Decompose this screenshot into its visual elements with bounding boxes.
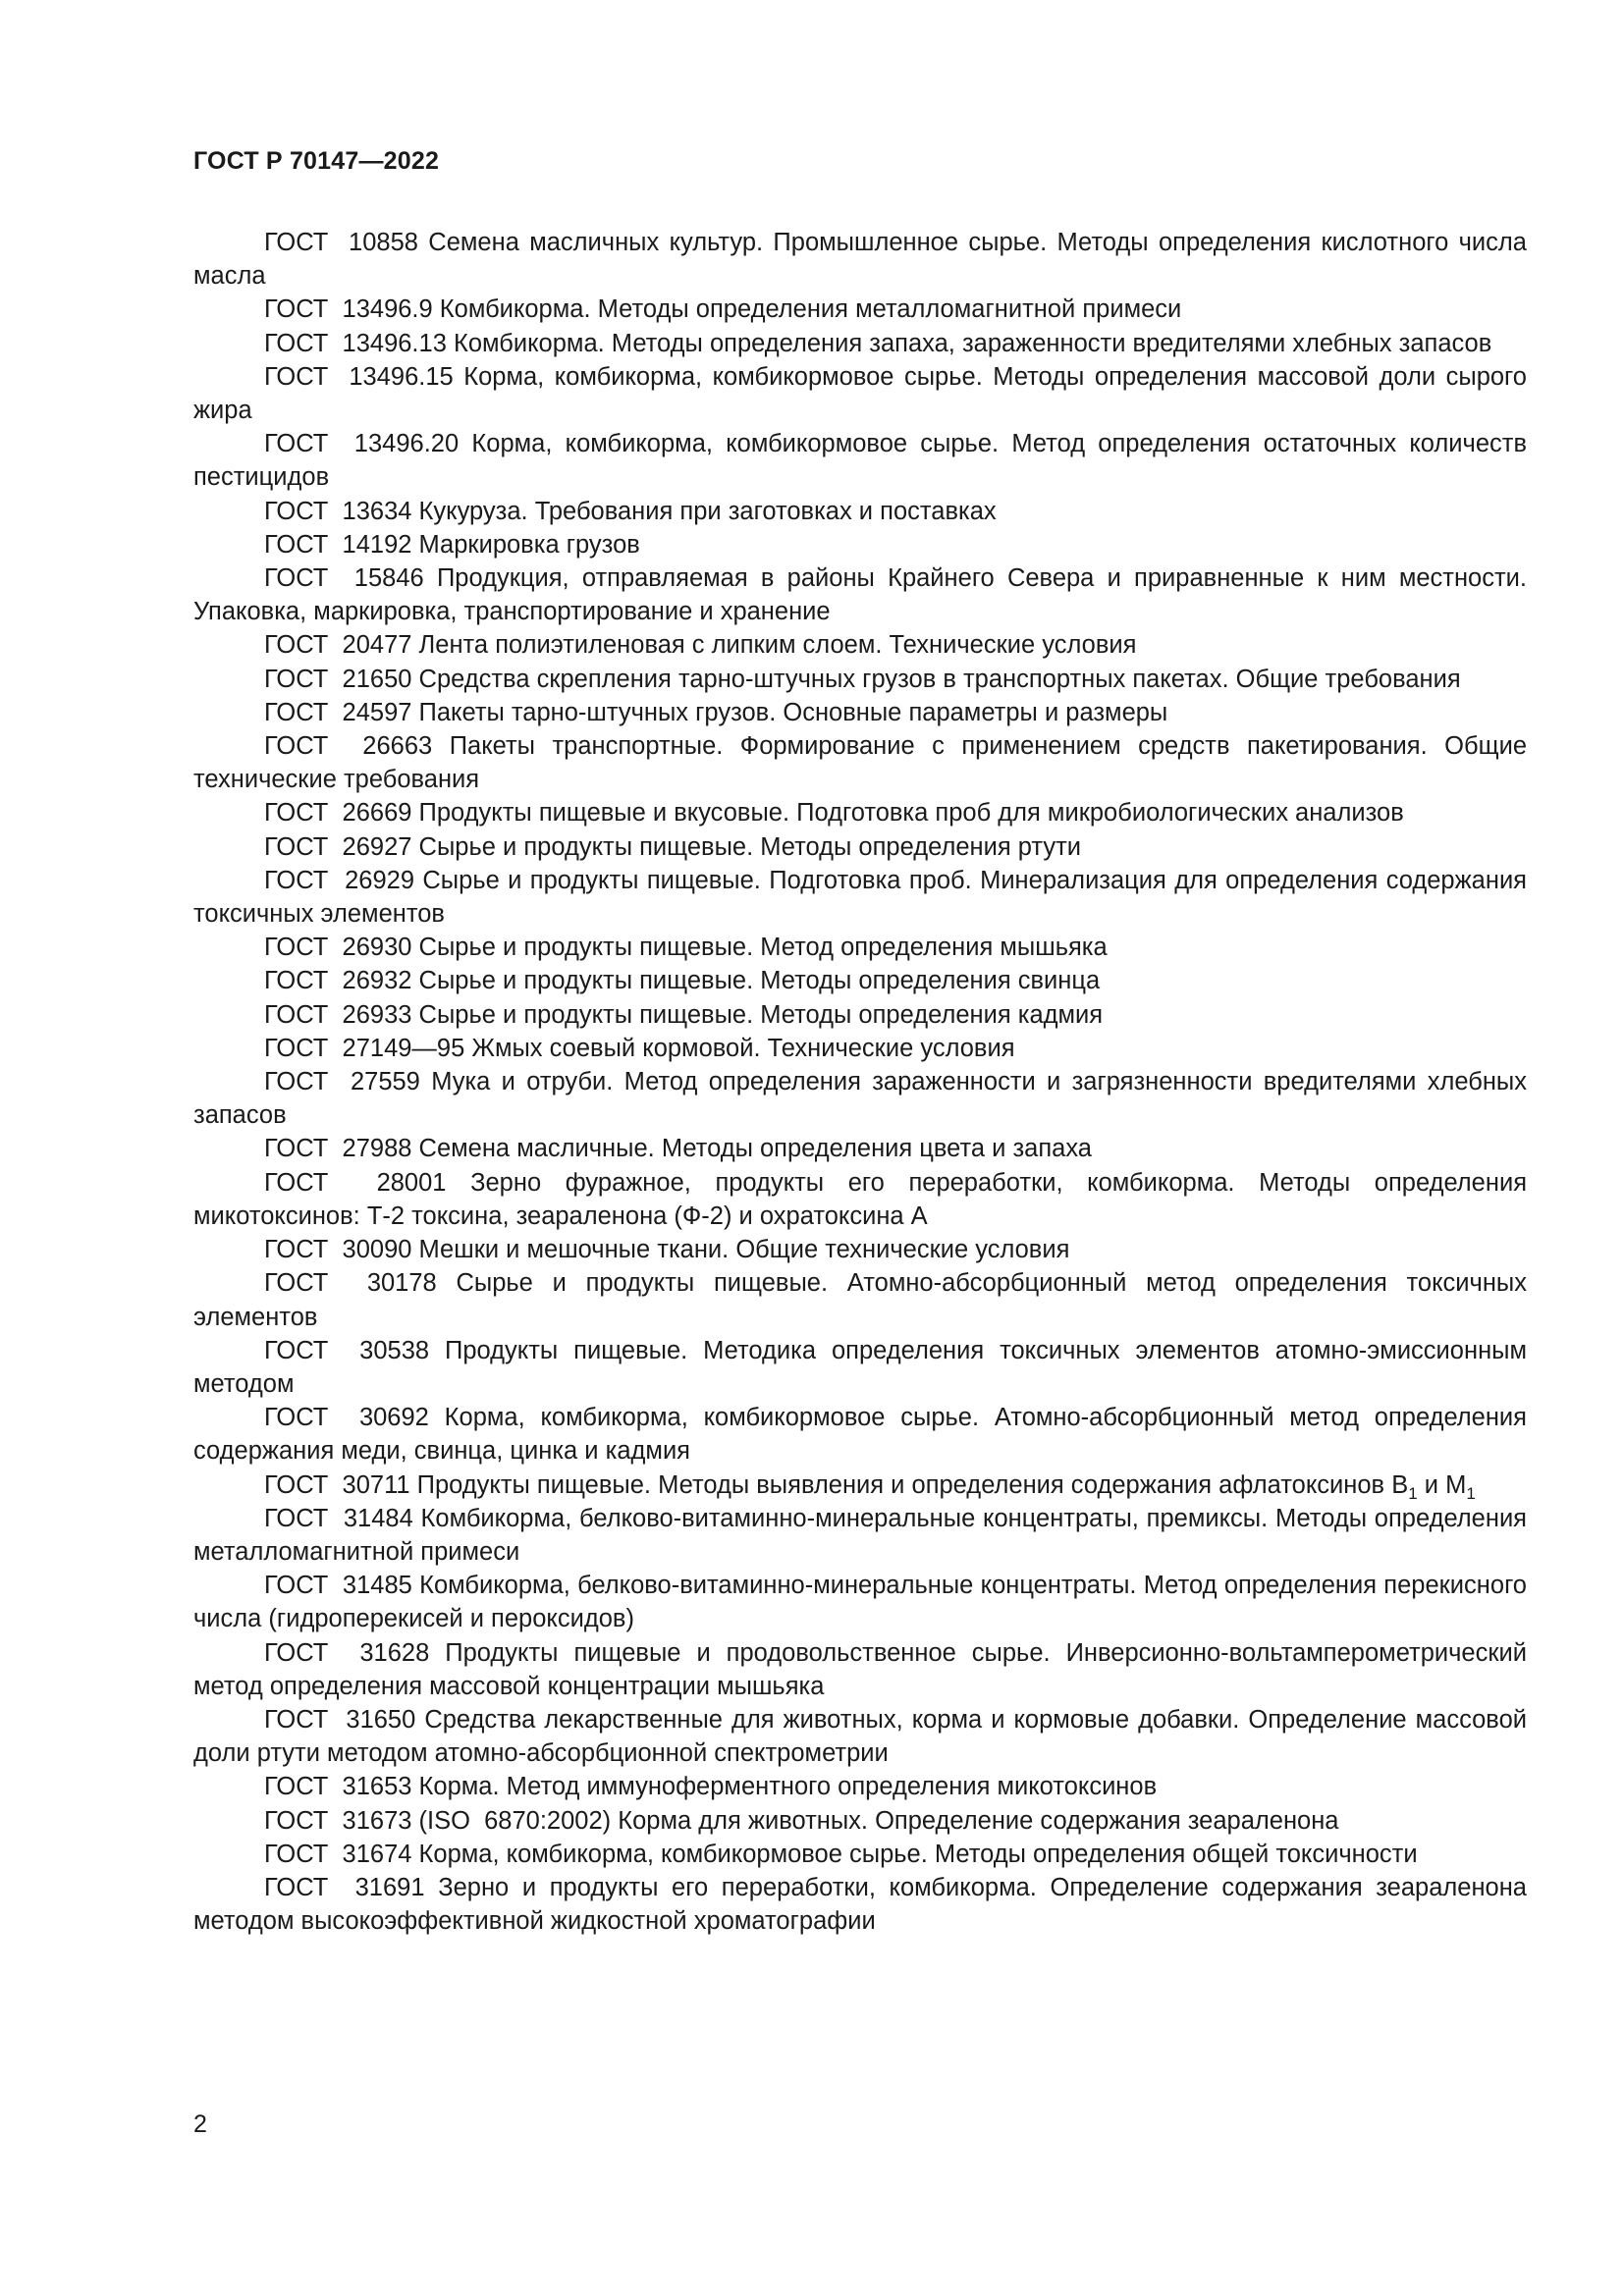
reference-title: Корма. Метод иммуноферментного определения микотоксинов — [418, 1773, 1158, 1801]
reference-item — [193, 1502, 1527, 1569]
reference-item — [193, 964, 1527, 997]
reference-title: Комбикорма, белково-витаминно-минеральные концентраты. Метод определения перекисного числа (гидроперекисей и пероксидов) — [193, 1572, 1527, 1633]
reference-code: ГОСТ 26929 — [264, 866, 415, 894]
reference-item — [193, 1401, 1527, 1468]
aflatoxin-b-subscript: 1 — [1408, 1483, 1418, 1503]
reference-code: ГОСТ 24597 — [264, 698, 412, 726]
reference-code: ГОСТ 26669 — [264, 799, 412, 828]
reference-code: ГОСТ 31485 — [264, 1572, 412, 1600]
reference-title: Маркировка грузов — [418, 530, 640, 559]
reference-title: Мешки и мешочные ткани. Общие технические условия — [418, 1236, 1070, 1264]
reference-title: Продукты пищевые. Методика определения токсичных элементов атомно-эмиссионным методом — [193, 1336, 1528, 1398]
reference-title: Комбикорма, белково-витаминно-минеральные концентраты, премиксы. Методы определения металломагнитной примеси — [193, 1504, 1527, 1566]
reference-code: ГОСТ 13634 — [264, 497, 412, 525]
reference-title: Семена масличные. Методы определения цвета и запаха — [418, 1135, 1092, 1163]
reference-title: Средства скрепления тарно-штучных грузов в транспортных пакетах. Общие требования — [418, 665, 1461, 693]
reference-item — [193, 327, 1527, 360]
reference-code: ГОСТ 13496.9 — [264, 295, 433, 324]
reference-item — [193, 1838, 1527, 1871]
reference-item — [193, 931, 1527, 964]
reference-code: ГОСТ 31628 — [264, 1638, 430, 1667]
reference-title: Корма, комбикорма, комбикормовое сырье. Методы определения общей токсичности — [418, 1840, 1418, 1868]
reference-item — [193, 1804, 1527, 1838]
reference-code: ГОСТ 30711 — [264, 1470, 410, 1499]
reference-code: ГОСТ 20477 — [264, 631, 412, 660]
reference-title: Пакеты транспортные. Формирование с применением средств пакетирования. Общие технические требования — [193, 732, 1528, 794]
reference-code: ГОСТ 26933 — [264, 1000, 412, 1029]
reference-code: ГОСТ 15846 — [264, 564, 424, 593]
reference-code: ГОСТ 31674 — [264, 1840, 412, 1868]
reference-title: Зерно и продукты его переработки, комбикорма. Определение содержания зеараленона методом высокоэффективной жидкостной хроматографии — [193, 1873, 1527, 1936]
reference-title: Комбикорма. Методы определения запаха, зараженности вредителями хлебных запасов — [453, 329, 1492, 357]
reference-title: Сырье и продукты пищевые. Атомно-абсорбционный метод определения токсичных элементов — [193, 1269, 1527, 1331]
reference-code: ГОСТ 26930 — [264, 934, 412, 962]
reference-title: Корма, комбикорма, комбикормовое сырье. Атомно-абсорбционный метод определения содержания меди, свинца, цинка и кадмия — [193, 1404, 1527, 1466]
document-header: ГОСТ Р 70147—2022 — [193, 147, 440, 175]
reference-item — [193, 495, 1527, 528]
reference-item — [193, 696, 1527, 729]
reference-title: Мука и отруби. Метод определения зараженности и загрязненности вредителями хлебных запасов — [193, 1068, 1527, 1130]
reference-title: Средства лекарственные для животных, корма и кормовые добавки. Определение массовой доли ртути методом атомно-абсорбционной спектрометрии — [193, 1705, 1527, 1768]
reference-code: ГОСТ 31484 — [264, 1504, 413, 1532]
reference-title: Сырье и продукты пищевые. Методы определения кадмия — [418, 1000, 1104, 1029]
reference-item — [193, 1334, 1527, 1401]
reference-title: Сырье и продукты пищевые. Методы определения свинца — [418, 967, 1101, 995]
reference-code: ГОСТ 31691 — [264, 1873, 425, 1901]
reference-item — [193, 561, 1527, 628]
reference-item — [193, 226, 1527, 293]
reference-item — [193, 1468, 1527, 1502]
normative-references-list — [193, 226, 1527, 1938]
reference-item — [193, 1266, 1527, 1333]
reference-title: Жмых соевый кормовой. Технические условия — [471, 1034, 1015, 1062]
reference-item — [193, 1132, 1527, 1165]
reference-title: Пакеты тарно-штучных грузов. Основные параметры и размеры — [418, 698, 1168, 726]
page-number: 2 — [193, 2110, 207, 2138]
reference-code: ГОСТ 30692 — [264, 1404, 429, 1432]
reference-item — [193, 628, 1527, 662]
reference-item — [193, 1871, 1527, 1938]
reference-code: ГОСТ 13496.13 — [264, 329, 447, 357]
reference-item — [193, 1233, 1527, 1266]
reference-title: Комбикорма. Методы определения металломагнитной примеси — [439, 295, 1182, 324]
reference-title: Продукты пищевые и вкусовые. Подготовка проб для микробиологических анализов — [418, 799, 1404, 828]
reference-code: ГОСТ 26663 — [264, 732, 433, 761]
reference-item — [193, 1065, 1527, 1132]
reference-title: Семена масличных культур. Промышленное сырье. Методы определения кислотного числа масла — [193, 229, 1527, 291]
reference-item — [193, 1166, 1527, 1233]
reference-item — [193, 528, 1527, 561]
reference-code: ГОСТ 30178 — [264, 1269, 437, 1298]
reference-item — [193, 729, 1527, 796]
reference-title: Сырье и продукты пищевые. Метод определения мышьяка — [418, 934, 1108, 962]
reference-item — [193, 663, 1527, 696]
reference-code: ГОСТ 13496.20 — [264, 430, 460, 458]
reference-code: ГОСТ 27149—95 — [264, 1034, 465, 1062]
reference-code: ГОСТ 30538 — [264, 1336, 430, 1364]
reference-title: Продукция, отправляемая в районы Крайнего Севера и приравненные к ним местности. Упаковка, маркировка, транспортирование и хранение — [193, 564, 1527, 626]
aflatoxin-b-symbol: B — [1391, 1470, 1409, 1499]
reference-title: Продукты пищевые и продовольственное сырье. Инверсионно-вольтамперометрический метод определения массовой концентрации мышьяка — [193, 1638, 1527, 1700]
reference-title: Продукты пищевые. Методы выявления и определения содержания афлатоксинов — [416, 1470, 1385, 1499]
reference-item — [193, 1636, 1527, 1703]
reference-title: Корма, комбикорма, комбикормовое сырье. Метод определения остаточных количеств пестицидов — [193, 430, 1527, 492]
reference-code: ГОСТ 14192 — [264, 530, 412, 559]
reference-item — [193, 998, 1527, 1032]
reference-title: Сырье и продукты пищевые. Подготовка проб. Минерализация для определения содержания токсичных элементов — [193, 866, 1527, 929]
reference-code: ГОСТ 31673 (ISO 6870:2002) — [264, 1806, 612, 1835]
reference-code: ГОСТ 26927 — [264, 832, 412, 861]
reference-code: ГОСТ 31653 — [264, 1773, 412, 1801]
reference-code: ГОСТ 30090 — [264, 1236, 412, 1264]
reference-item — [193, 1032, 1527, 1065]
reference-title: Кукуруза. Требования при заготовках и поставках — [418, 497, 997, 525]
reference-title: Сырье и продукты пищевые. Методы определения ртути — [418, 832, 1081, 861]
reference-item — [193, 1703, 1527, 1770]
aflatoxin-m-symbol: и M — [1417, 1470, 1467, 1499]
reference-code: ГОСТ 26932 — [264, 967, 412, 995]
reference-code: ГОСТ 21650 — [264, 665, 412, 693]
reference-title: Корма, комбикорма, комбикормовое сырье. Методы определения массовой доли сырого жира — [193, 362, 1527, 425]
reference-item — [193, 1569, 1527, 1635]
reference-code: ГОСТ 31650 — [264, 1705, 416, 1734]
reference-item — [193, 293, 1527, 326]
reference-code: ГОСТ 27988 — [264, 1135, 412, 1163]
reference-code: ГОСТ 13496.15 — [264, 362, 454, 391]
reference-code: ГОСТ 27559 — [264, 1068, 420, 1096]
reference-item — [193, 864, 1527, 931]
reference-item — [193, 1770, 1527, 1803]
reference-title: Лента полиэтиленовая с липким слоем. Технические условия — [418, 631, 1137, 660]
reference-item — [193, 830, 1527, 864]
reference-item — [193, 427, 1527, 494]
reference-item — [193, 360, 1527, 427]
reference-code: ГОСТ 28001 — [264, 1168, 447, 1197]
aflatoxin-m-subscript: 1 — [1466, 1483, 1476, 1503]
reference-code: ГОСТ 10858 — [264, 229, 418, 256]
reference-title: Корма для животных. Определение содержания зеараленона — [618, 1806, 1339, 1835]
reference-item — [193, 796, 1527, 829]
reference-title: Зерно фуражное, продукты его переработки, комбикорма. Методы определения микотоксинов: Т-2 токсина, зеараленона (Ф-2) и охратоксина А — [193, 1168, 1527, 1230]
